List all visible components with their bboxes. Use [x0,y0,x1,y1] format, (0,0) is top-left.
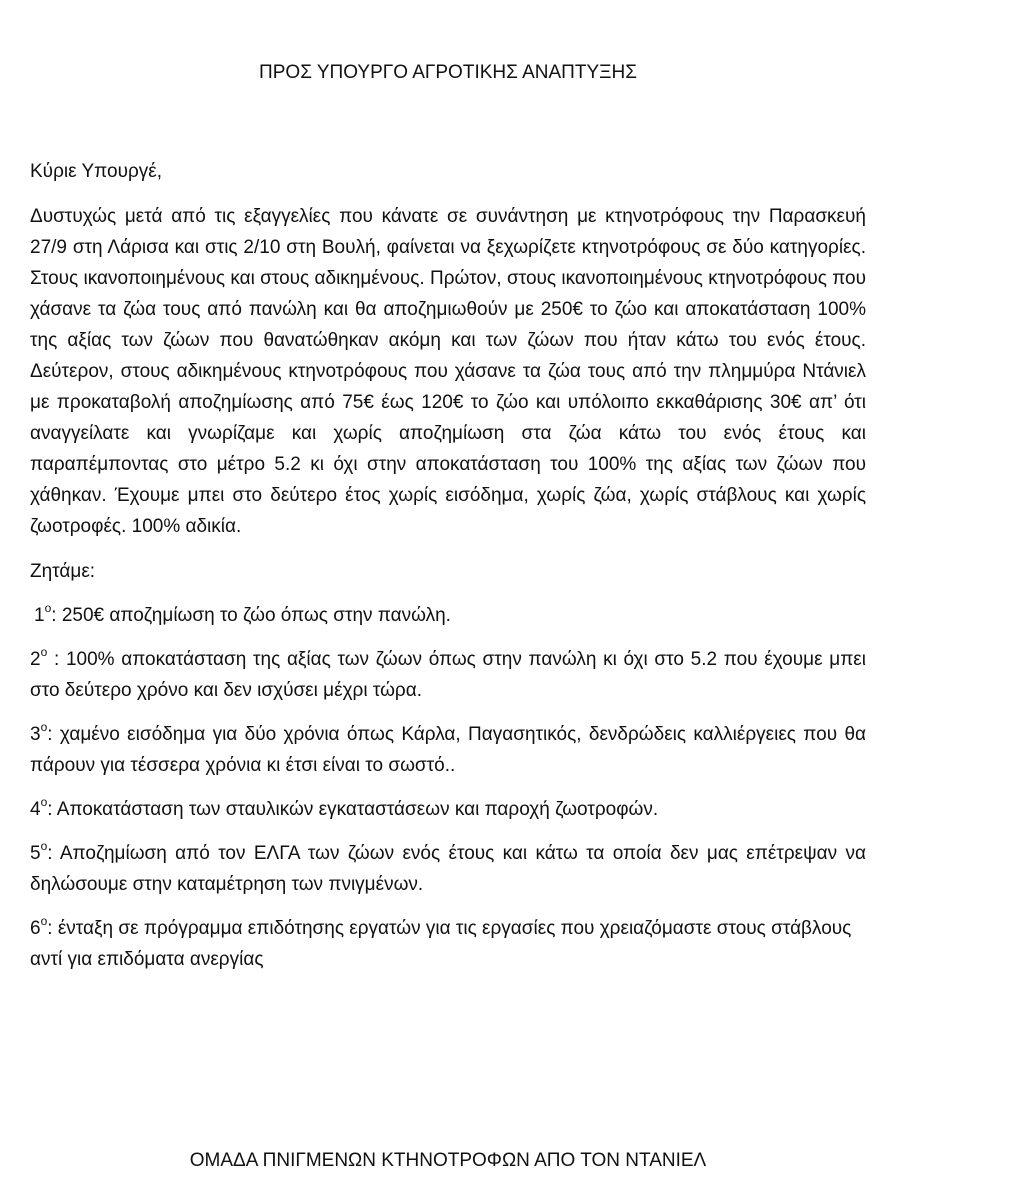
request-text: Αποκατάσταση των σταυλικών εγκαταστάσεων και παροχή ζωοτροφών. [56,799,659,820]
letter-heading: ΠΡΟΣ ΥΠΟΥΡΓΟ ΑΓΡΟΤΙΚΗΣ ΑΝΑΠΤΥΞΗΣ [259,62,637,83]
request-item-3 [30,719,866,781]
request-item-1 [30,600,866,631]
request-item-5 [30,838,866,900]
request-item-4 [30,794,866,825]
requests-list [30,600,866,975]
request-ordinal: $2^o$ : [30,644,66,670]
request-text: 250€ αποζημίωση το ζώο όπως στην πανώλη. [61,605,451,626]
salutation: Κύριε Υπουργέ, [30,161,163,182]
request-text: Αποζημίωση από τον ΕΛΓΑ των ζώων ενός έτους και κάτω τα οποία δεν μας επέτρεψαν να δηλώσουμε στην καταμέτρηση των πνιγμένων. [30,843,867,895]
request-ordinal: $6^o$: [30,913,58,939]
signature: ΟΜΑΔΑ ΠΝΙΓΜΕΝΩΝ ΚΤΗΝΟΤΡΟΦΩΝ ΑΠΟ ΤΟΝ ΝΤΑΝΙΕΛ [189,1150,707,1171]
letter-body-paragraph: Δυστυχώς μετά από τις εξαγγελίες που κάνατε σε συνάντηση με κτηνοτρόφους την Παρασκευή 27/9 στη Λάρισα και στις 2/10 στη Βουλή, φαίνεται να ξεχωρίζετε κτηνοτρόφους σε δύο κατηγορίες. Στους ικανοποιημένους και στους αδικημένους. Πρώτον, στους ικανοποιημένους κτηνοτρόφους που χάσανε τα ζώα τους από πανώλη και θα αποζημιωθούν με 250€ το ζώο και αποκατάσταση 100% της αξίας των ζώων που θανατώθηκαν ακόμη και των ζώων που ήταν κάτω του ενός έτους. Δεύτερον, στους αδικημένους κτηνοτρόφους που χάσανε τα ζώα τους από την πλημμύρα Ντάνιελ με προκαταβολή αποζημίωσης από 75€ έως 120€ το ζώο και υπόλοιπο εκκαθάρισης 30€ απ’ ότι αναγγείλατε και γνωρίζαμε και χωρίς αποζημίωση στα ζώα κάτω του ενός έτους και παραπέμποντας στο μέτρο 5.2 κι όχι στην αποκατάσταση του 100% της αξίας των ζώων που χάθηκαν. Έχουμε μπει στο δεύτερο έτος χωρίς εισόδημα, χωρίς ζώα, χωρίς στάβλους και χωρίς ζωοτροφές. 100% αδικία. [30,206,866,537]
request-item-6 [30,913,866,975]
requests-intro: Ζητάμε: [30,561,96,582]
letter-content [30,156,866,988]
request-ordinal: $3^o$: [30,719,60,745]
request-text: ένταξη σε πρόγραμμα επιδότησης εργατών για τις εργασίες που χρειαζόμαστε στους στάβλους αντί για επιδόματα ανεργίας [30,918,852,970]
request-item-2 [30,644,866,706]
request-ordinal: $5^o$: [30,838,60,864]
request-ordinal: $1^o$: [34,600,62,626]
request-text: 100% αποκατάσταση της αξίας των ζώων όπως στην πανώλη κι όχι στο 5.2 που έχουμε μπει στο δεύτερο χρόνο και δεν ισχύσει μέχρι τώρα. [30,649,866,701]
request-ordinal: $4^o$: [30,794,57,820]
request-text: χαμένο εισόδημα για δύο χρόνια όπως Κάρλα, Παγασητικός, δενδρώδεις καλλιέργειες που θα πάρουν για τέσσερα χρόνια κι έτσι είναι το σωστό.. [30,724,866,776]
